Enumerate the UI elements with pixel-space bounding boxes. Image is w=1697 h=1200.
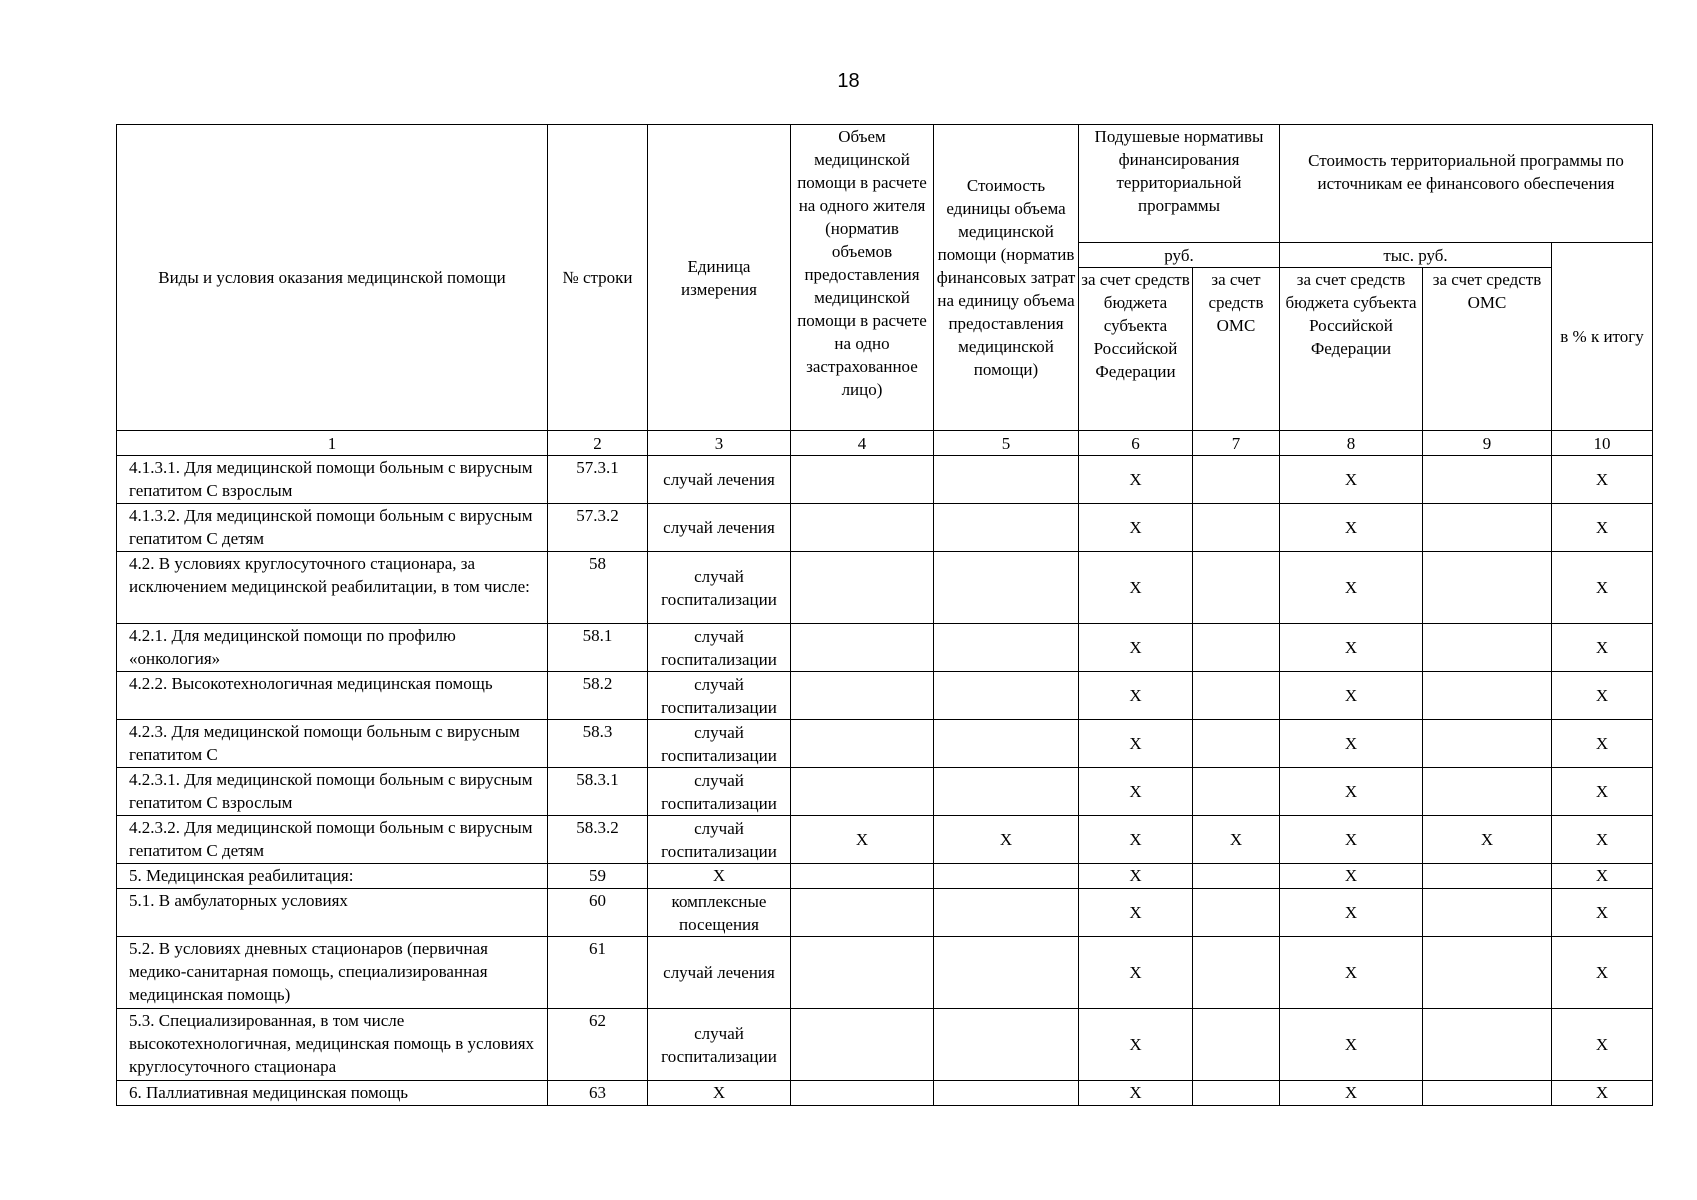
header-percapita-group: Подушевые нормативы финансирования территориальной программы: [1079, 125, 1280, 243]
header-volume: Объем медицинской помощи в расчете на одного жителя (норматив объемов предоставления медицинской помощи в расчете на одно застрахованное лицо): [791, 125, 934, 431]
cell-cost-budget: X: [1280, 816, 1423, 864]
cell-cost-oms: [1423, 1081, 1552, 1106]
cell-cost-budget: X: [1280, 864, 1423, 889]
row-number: 58.3: [548, 720, 648, 768]
header-percent-total: в % к итогу: [1552, 243, 1653, 431]
row-label: 4.2.2. Высокотехнологичная медицинская помощь: [117, 672, 548, 720]
cell-cost-oms: [1423, 504, 1552, 552]
header-kinds: Виды и условия оказания медицинской помощи: [117, 125, 548, 431]
header-percapita-budget: за счет средств бюджета субъекта Российской Федерации: [1079, 268, 1193, 431]
row-number: 60: [548, 889, 648, 937]
table-row: [117, 1009, 1653, 1081]
cell-percapita-oms: [1193, 768, 1280, 816]
column-number: 2: [548, 431, 648, 456]
row-unit: случай лечения: [648, 456, 791, 504]
row-unit: случай лечения: [648, 937, 791, 1009]
row-number: 61: [548, 937, 648, 1009]
cell-unit-cost: [934, 504, 1079, 552]
table-row: [117, 864, 1653, 889]
header-cost-group: Стоимость территориальной программы по источникам ее финансового обеспечения: [1280, 125, 1653, 243]
row-number: 59: [548, 864, 648, 889]
cell-volume: [791, 768, 934, 816]
cell-percapita-oms: [1193, 504, 1280, 552]
cell-unit-cost: [934, 552, 1079, 624]
row-label: 4.1.3.1. Для медицинской помощи больным с вирусным гепатитом С взрослым: [117, 456, 548, 504]
cell-percapita-budget: X: [1079, 864, 1193, 889]
header-percapita-oms: за счет средств ОМС: [1193, 268, 1280, 431]
header-cost-budget: за счет средств бюджета субъекта Российской Федерации: [1280, 268, 1423, 431]
cell-cost-oms: [1423, 864, 1552, 889]
cell-percapita-budget: X: [1079, 1009, 1193, 1081]
column-number: 4: [791, 431, 934, 456]
row-unit: случай госпитализации: [648, 768, 791, 816]
cell-percapita-budget: X: [1079, 624, 1193, 672]
cell-volume: [791, 504, 934, 552]
row-unit: комплексные посещения: [648, 889, 791, 937]
column-number: 6: [1079, 431, 1193, 456]
cell-percapita-oms: [1193, 720, 1280, 768]
row-unit: случай госпитализации: [648, 816, 791, 864]
column-number: 7: [1193, 431, 1280, 456]
cell-percapita-budget: X: [1079, 768, 1193, 816]
cell-cost-budget: X: [1280, 1009, 1423, 1081]
table-row: [117, 552, 1653, 624]
table-row: [117, 672, 1653, 720]
cell-volume: [791, 624, 934, 672]
column-number: 9: [1423, 431, 1552, 456]
row-number: 58.3.2: [548, 816, 648, 864]
row-label: 4.2. В условиях круглосуточного стационара, за исключением медицинской реабилитации, в том числе:: [117, 552, 548, 624]
row-number: 58.2: [548, 672, 648, 720]
cell-unit-cost: X: [934, 816, 1079, 864]
table-row: [117, 720, 1653, 768]
cell-cost-oms: [1423, 624, 1552, 672]
row-label: 5.3. Специализированная, в том числе высокотехнологичная, медицинская помощь в условиях круглосуточного стационара: [117, 1009, 548, 1081]
row-label: 5. Медицинская реабилитация:: [117, 864, 548, 889]
row-number: 58: [548, 552, 648, 624]
row-number: 62: [548, 1009, 648, 1081]
row-unit: случай госпитализации: [648, 720, 791, 768]
cell-unit-cost: [934, 1081, 1079, 1106]
cell-cost-budget: X: [1280, 720, 1423, 768]
cell-volume: [791, 720, 934, 768]
cell-percent-total: X: [1552, 456, 1653, 504]
cell-volume: [791, 552, 934, 624]
cell-cost-oms: [1423, 456, 1552, 504]
cell-percapita-oms: [1193, 624, 1280, 672]
cell-percent-total: X: [1552, 864, 1653, 889]
cell-cost-oms: [1423, 889, 1552, 937]
cell-unit-cost: [934, 937, 1079, 1009]
row-number: 63: [548, 1081, 648, 1106]
cell-percapita-oms: [1193, 937, 1280, 1009]
cell-percent-total: X: [1552, 504, 1653, 552]
cell-cost-budget: X: [1280, 504, 1423, 552]
table-row: [117, 889, 1653, 937]
table-row: [117, 456, 1653, 504]
cell-percent-total: X: [1552, 720, 1653, 768]
cell-percent-total: X: [1552, 1009, 1653, 1081]
cell-cost-budget: X: [1280, 456, 1423, 504]
row-label: 6. Паллиативная медицинская помощь: [117, 1081, 548, 1106]
cell-percent-total: X: [1552, 768, 1653, 816]
cell-cost-budget: X: [1280, 624, 1423, 672]
cell-percapita-budget: X: [1079, 720, 1193, 768]
cell-percapita-budget: X: [1079, 937, 1193, 1009]
cell-cost-budget: X: [1280, 768, 1423, 816]
table-row: [117, 624, 1653, 672]
row-number: 57.3.1: [548, 456, 648, 504]
cell-percapita-budget: X: [1079, 816, 1193, 864]
table-row: [117, 768, 1653, 816]
header-row-top: [117, 125, 1653, 243]
cell-percent-total: X: [1552, 624, 1653, 672]
cell-percapita-budget: X: [1079, 456, 1193, 504]
cell-percapita-oms: [1193, 1081, 1280, 1106]
cell-percapita-budget: X: [1079, 1081, 1193, 1106]
row-label: 4.2.3.1. Для медицинской помощи больным с вирусным гепатитом С взрослым: [117, 768, 548, 816]
header-thous-rub: тыс. руб.: [1280, 243, 1552, 268]
row-label: 4.2.3. Для медицинской помощи больным с вирусным гепатитом С: [117, 720, 548, 768]
column-number: 10: [1552, 431, 1653, 456]
cell-percent-total: X: [1552, 816, 1653, 864]
header-rub: руб.: [1079, 243, 1280, 268]
cell-percapita-oms: [1193, 864, 1280, 889]
page-number: 18: [837, 70, 860, 92]
cell-cost-oms: [1423, 672, 1552, 720]
cell-unit-cost: [934, 672, 1079, 720]
cell-unit-cost: [934, 768, 1079, 816]
cell-unit-cost: [934, 889, 1079, 937]
cell-percent-total: X: [1552, 672, 1653, 720]
row-unit: случай госпитализации: [648, 552, 791, 624]
cell-percapita-oms: X: [1193, 816, 1280, 864]
cell-volume: X: [791, 816, 934, 864]
row-unit: случай госпитализации: [648, 1009, 791, 1081]
row-label: 5.2. В условиях дневных стационаров (первичная медико-санитарная помощь, специализированная медицинская помощь): [117, 937, 548, 1009]
cell-cost-budget: X: [1280, 672, 1423, 720]
column-number: 5: [934, 431, 1079, 456]
cell-percapita-budget: X: [1079, 552, 1193, 624]
cell-percapita-budget: X: [1079, 889, 1193, 937]
cell-cost-budget: X: [1280, 1081, 1423, 1106]
cell-volume: [791, 889, 934, 937]
cell-percent-total: X: [1552, 552, 1653, 624]
header-unit: Единица измерения: [648, 125, 791, 431]
row-unit: случай госпитализации: [648, 672, 791, 720]
cell-percent-total: X: [1552, 1081, 1653, 1106]
cell-unit-cost: [934, 456, 1079, 504]
cell-cost-oms: [1423, 768, 1552, 816]
row-unit: X: [648, 1081, 791, 1106]
cell-cost-oms: [1423, 1009, 1552, 1081]
cell-percapita-oms: [1193, 672, 1280, 720]
header-cost-oms: за счет средств ОМС: [1423, 268, 1552, 431]
cell-percapita-oms: [1193, 456, 1280, 504]
column-number: 1: [117, 431, 548, 456]
row-number: 58.1: [548, 624, 648, 672]
table-row: [117, 937, 1653, 1009]
cell-percapita-budget: X: [1079, 672, 1193, 720]
cell-volume: [791, 672, 934, 720]
header-row-number: № строки: [548, 125, 648, 431]
table-row: [117, 1081, 1653, 1106]
cell-cost-oms: [1423, 937, 1552, 1009]
row-number: 57.3.2: [548, 504, 648, 552]
cell-cost-budget: X: [1280, 937, 1423, 1009]
cell-unit-cost: [934, 864, 1079, 889]
cell-volume: [791, 1081, 934, 1106]
row-label: 4.1.3.2. Для медицинской помощи больным с вирусным гепатитом С детям: [117, 504, 548, 552]
cell-volume: [791, 864, 934, 889]
cell-cost-oms: [1423, 720, 1552, 768]
program-cost-table: [116, 124, 1653, 1106]
cell-percent-total: X: [1552, 937, 1653, 1009]
cell-percapita-oms: [1193, 1009, 1280, 1081]
cell-cost-budget: X: [1280, 552, 1423, 624]
cell-volume: [791, 937, 934, 1009]
cell-unit-cost: [934, 720, 1079, 768]
row-label: 4.2.3.2. Для медицинской помощи больным с вирусным гепатитом С детям: [117, 816, 548, 864]
cell-cost-budget: X: [1280, 889, 1423, 937]
cell-volume: [791, 1009, 934, 1081]
row-unit: X: [648, 864, 791, 889]
cell-unit-cost: [934, 624, 1079, 672]
cell-percapita-oms: [1193, 889, 1280, 937]
column-number: 3: [648, 431, 791, 456]
cell-cost-oms: X: [1423, 816, 1552, 864]
row-label: 4.2.1. Для медицинской помощи по профилю «онкология»: [117, 624, 548, 672]
cell-volume: [791, 456, 934, 504]
cell-unit-cost: [934, 1009, 1079, 1081]
cell-percapita-oms: [1193, 552, 1280, 624]
table-row: [117, 504, 1653, 552]
table-row: [117, 816, 1653, 864]
column-number: 8: [1280, 431, 1423, 456]
row-unit: случай лечения: [648, 504, 791, 552]
cell-cost-oms: [1423, 552, 1552, 624]
header-unit-cost: Стоимость единицы объема медицинской помощи (норматив финансовых затрат на единицу объема предоставления медицинской помощи): [934, 125, 1079, 431]
cell-percapita-budget: X: [1079, 504, 1193, 552]
row-unit: случай госпитализации: [648, 624, 791, 672]
column-number-row: [117, 431, 1653, 456]
row-label: 5.1. В амбулаторных условиях: [117, 889, 548, 937]
cell-percent-total: X: [1552, 889, 1653, 937]
row-number: 58.3.1: [548, 768, 648, 816]
